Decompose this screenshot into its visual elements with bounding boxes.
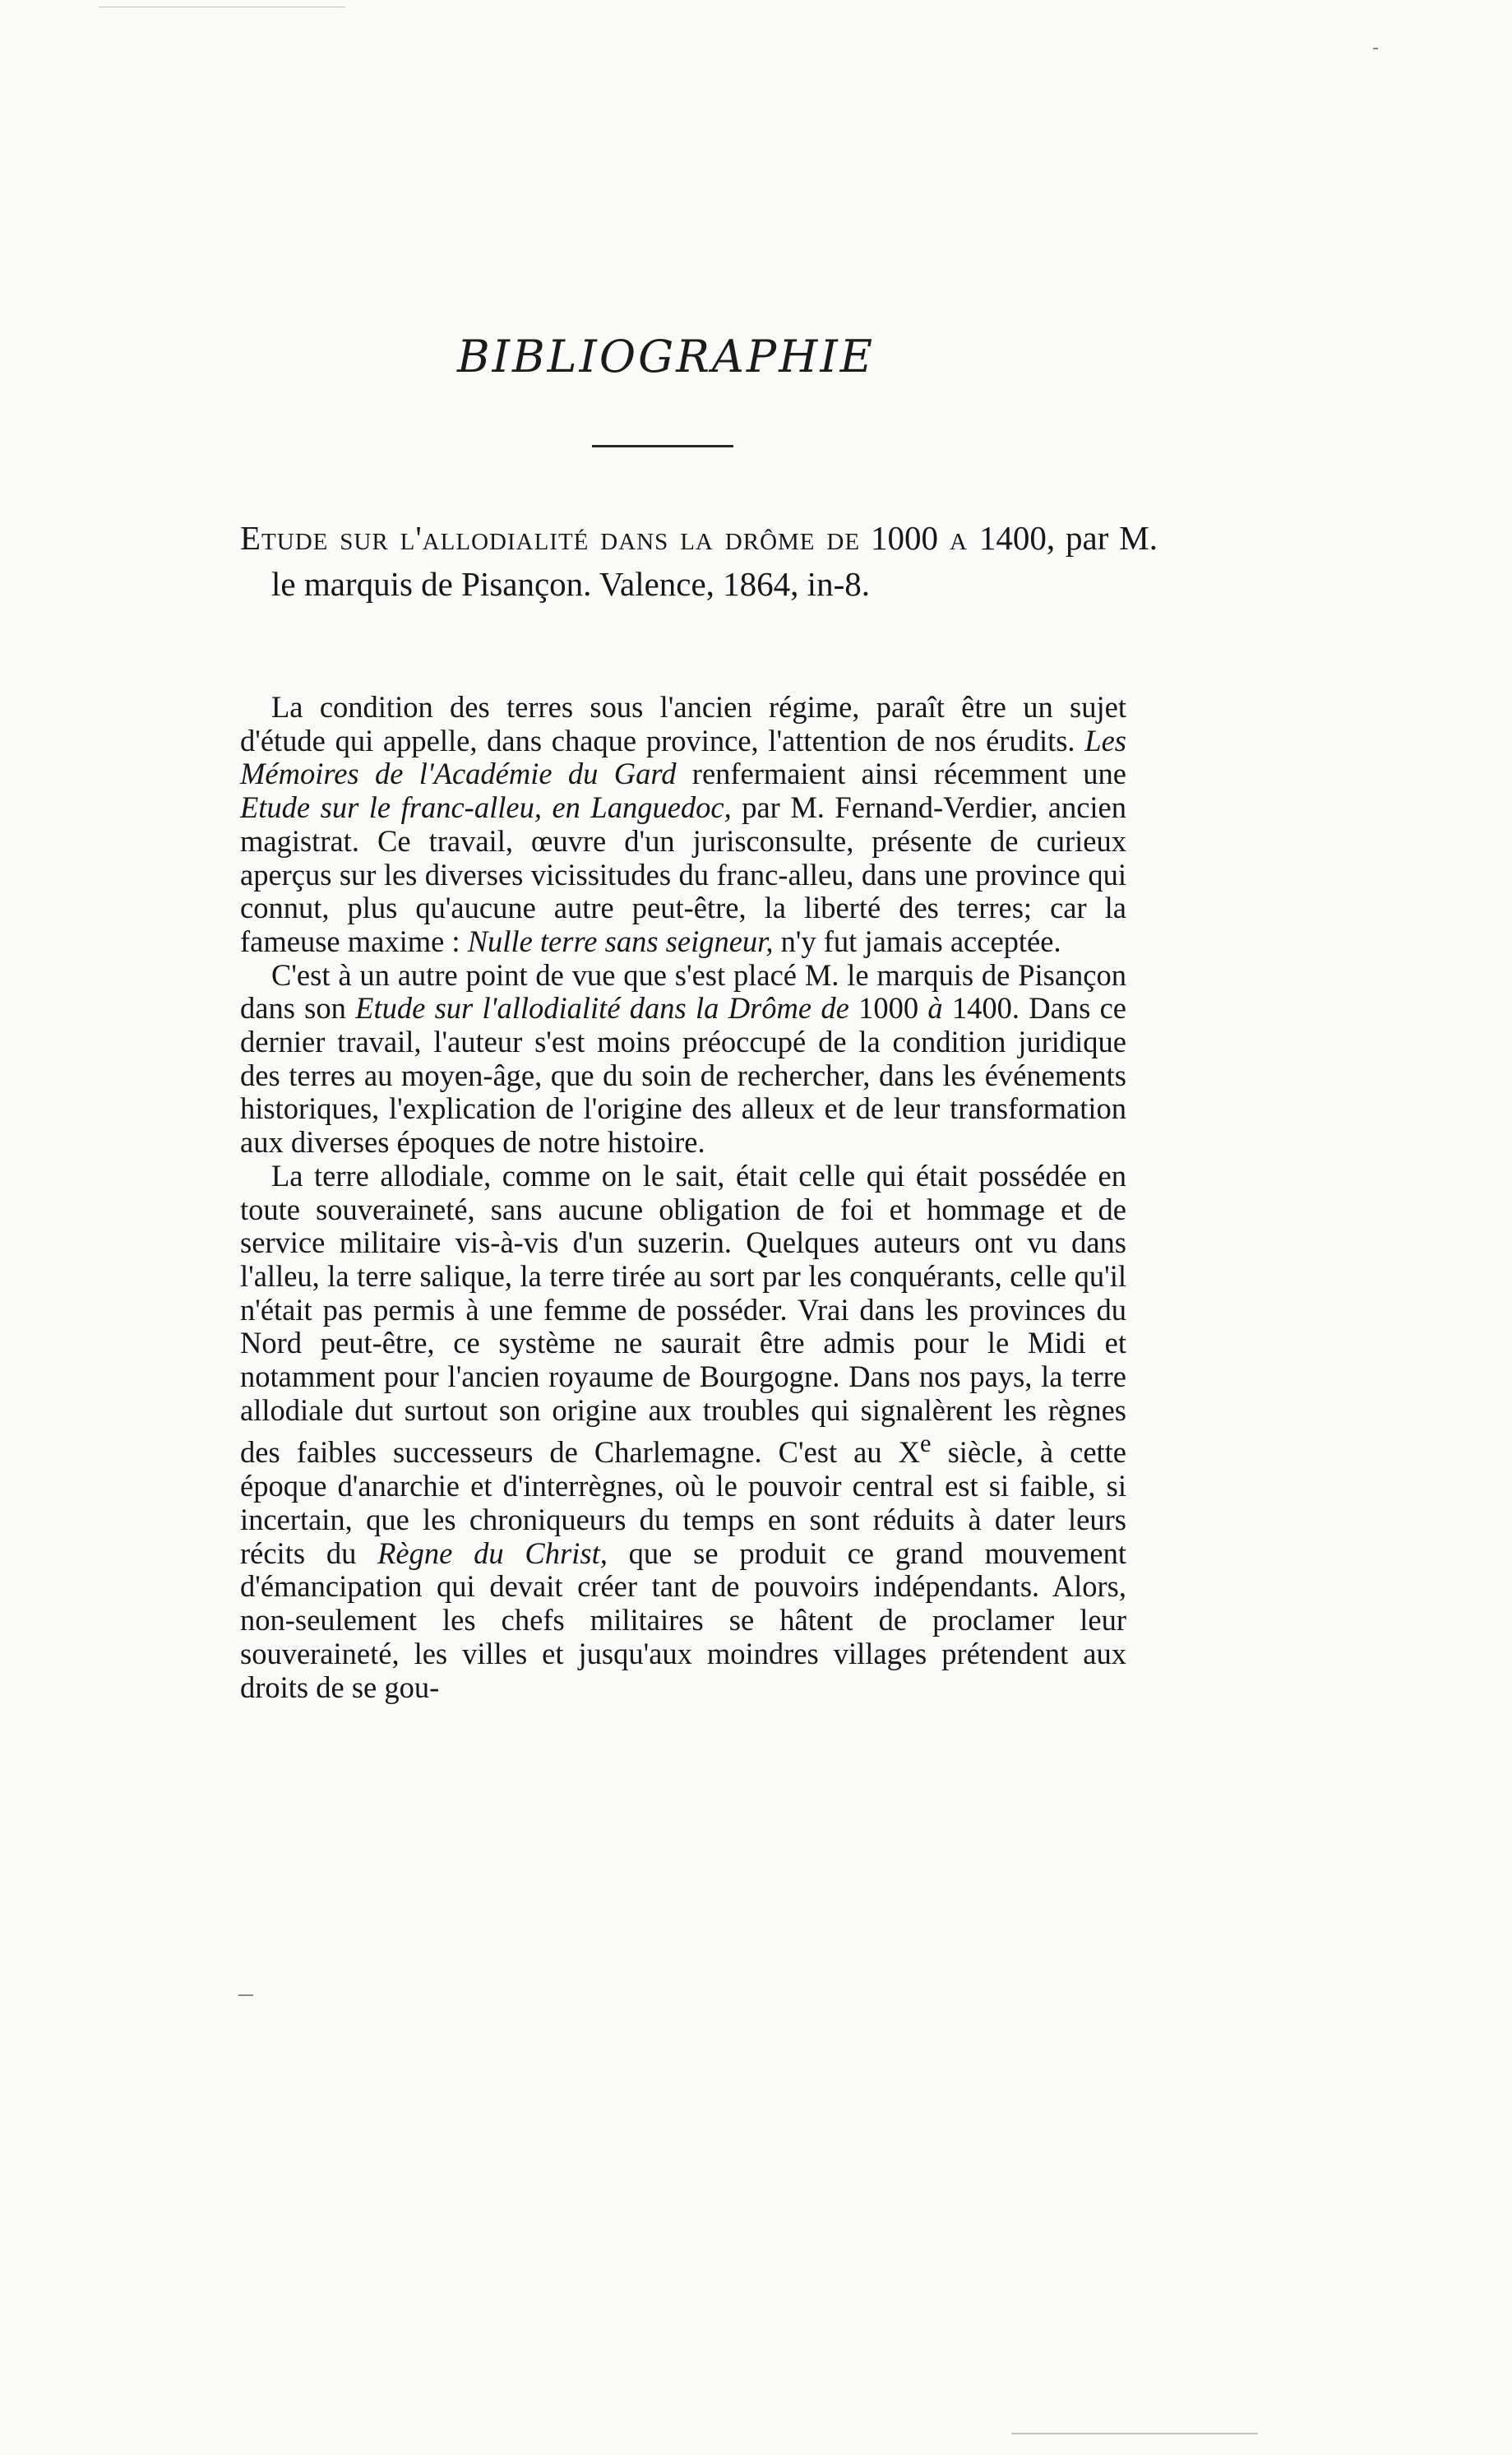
entry-title: Etude sur l'allodialité dans la drôme de [240, 519, 861, 557]
paragraph-3 [240, 1160, 1126, 1704]
paragraph-2-italic-b: à [927, 991, 943, 1026]
paragraph-1-text-b: renfermaient ainsi récemment une [676, 757, 1126, 791]
paragraph-3-text-b: siècle, à cette époque d'anarchie et d'interrègnes, où le pouvoir central est si faible, si incertain, que les chroniqueurs du temps en sont réduits à dater leurs récits du [240, 1435, 1127, 1570]
paragraph-2 [240, 959, 1126, 1160]
paragraph-1-text-d: n'y fut jamais acceptée. [773, 924, 1061, 958]
entry-details: 1400, par M. le marquis de Pisançon. Valence, 1864, in-8. [271, 519, 1158, 603]
page-title: BIBLIOGRAPHIE [456, 331, 876, 382]
paragraph-1 [240, 691, 1126, 959]
entry-year-start: 1000 [871, 519, 939, 557]
scan-mark-left [238, 1994, 253, 1996]
entry-title-a: a [938, 519, 979, 557]
paragraph-3-superscript: e [920, 1429, 932, 1458]
paragraph-2-italic-a: Etude sur l'allodialité dans la Drôme de [355, 991, 849, 1026]
paragraph-2-text-c: 1400. Dans ce dernier travail, l'auteur s'est moins préoccupé de la condition juridique des terres au moyen-âge, que du soin de rechercher, dans les événements historiques, l'explication de l'origine des alleux et de leur transformation aux diverses époques de notre histoire. [240, 991, 1127, 1160]
paragraph-2-text-b: 1000 [848, 991, 928, 1026]
bibliography-entry [240, 515, 1158, 607]
scan-mark-top-right [1373, 48, 1378, 49]
paragraph-3-text-a: La terre allodiale, comme on le sait, était celle qui était possédée en toute souveraineté, sans aucune obligation de foi et hommage et de service militaire vis-à-vis d'un suzerin. Quelques auteurs ont vu dans l'alleu, la terre salique, la terre tirée au sort par les conquérants, celle qu'il n'était pas permis à une femme de posséder. Vrai dans les provinces du Nord peut-être, ce système ne saurait être admis pour le Midi et notamment pour l'ancien royaume de Bourgogne. Dans nos pays, la terre allodiale dut surtout son origine aux troubles qui signalèrent les règnes des faibles successeurs de Charlemagne. C'est au X [240, 1158, 1126, 1470]
paragraph-2-text-a: C'est à un autre point de vue que s'est placé M. le marquis de Pisançon dans son [240, 957, 1126, 1026]
paragraph-3-italic-a: Règne du Christ, [377, 1536, 608, 1570]
paragraph-1-italic-a: Les Mémoires de l'Académie du Gard [240, 723, 1126, 791]
paragraph-1-text-a: La condition des terres sous l'ancien régime, paraît être un sujet d'étude qui appelle, dans chaque province, l'attention de nos érudits. [240, 690, 1126, 757]
paragraph-1-text-c: par M. Fernand-Verdier, ancien magistrat. Ce travail, œuvre d'un jurisconsulte, présente de curieux aperçus sur les diverses vicissitudes du franc-alleu, dans une province qui connut, plus qu'aucune autre peut-être, la liberté des terres; car la fameuse maxime : [240, 790, 1126, 958]
scan-mark-bottom [1011, 2433, 1258, 2434]
paragraph-1-italic-c: Nulle terre sans seigneur, [467, 924, 774, 958]
review-body [240, 691, 1126, 1704]
paragraph-3-text-c: que se produit ce grand mouvement d'émancipation qui devait créer tant de pouvoirs indépendants. Alors, non-seulement les chefs militaires se hâtent de proclamer leur souveraineté, les villes et jusqu'aux moindres villages prétendent aux droits de se gou- [240, 1536, 1126, 1704]
title-divider [592, 445, 733, 447]
paragraph-1-italic-b: Etude sur le franc-alleu, en Languedoc, [240, 790, 732, 825]
